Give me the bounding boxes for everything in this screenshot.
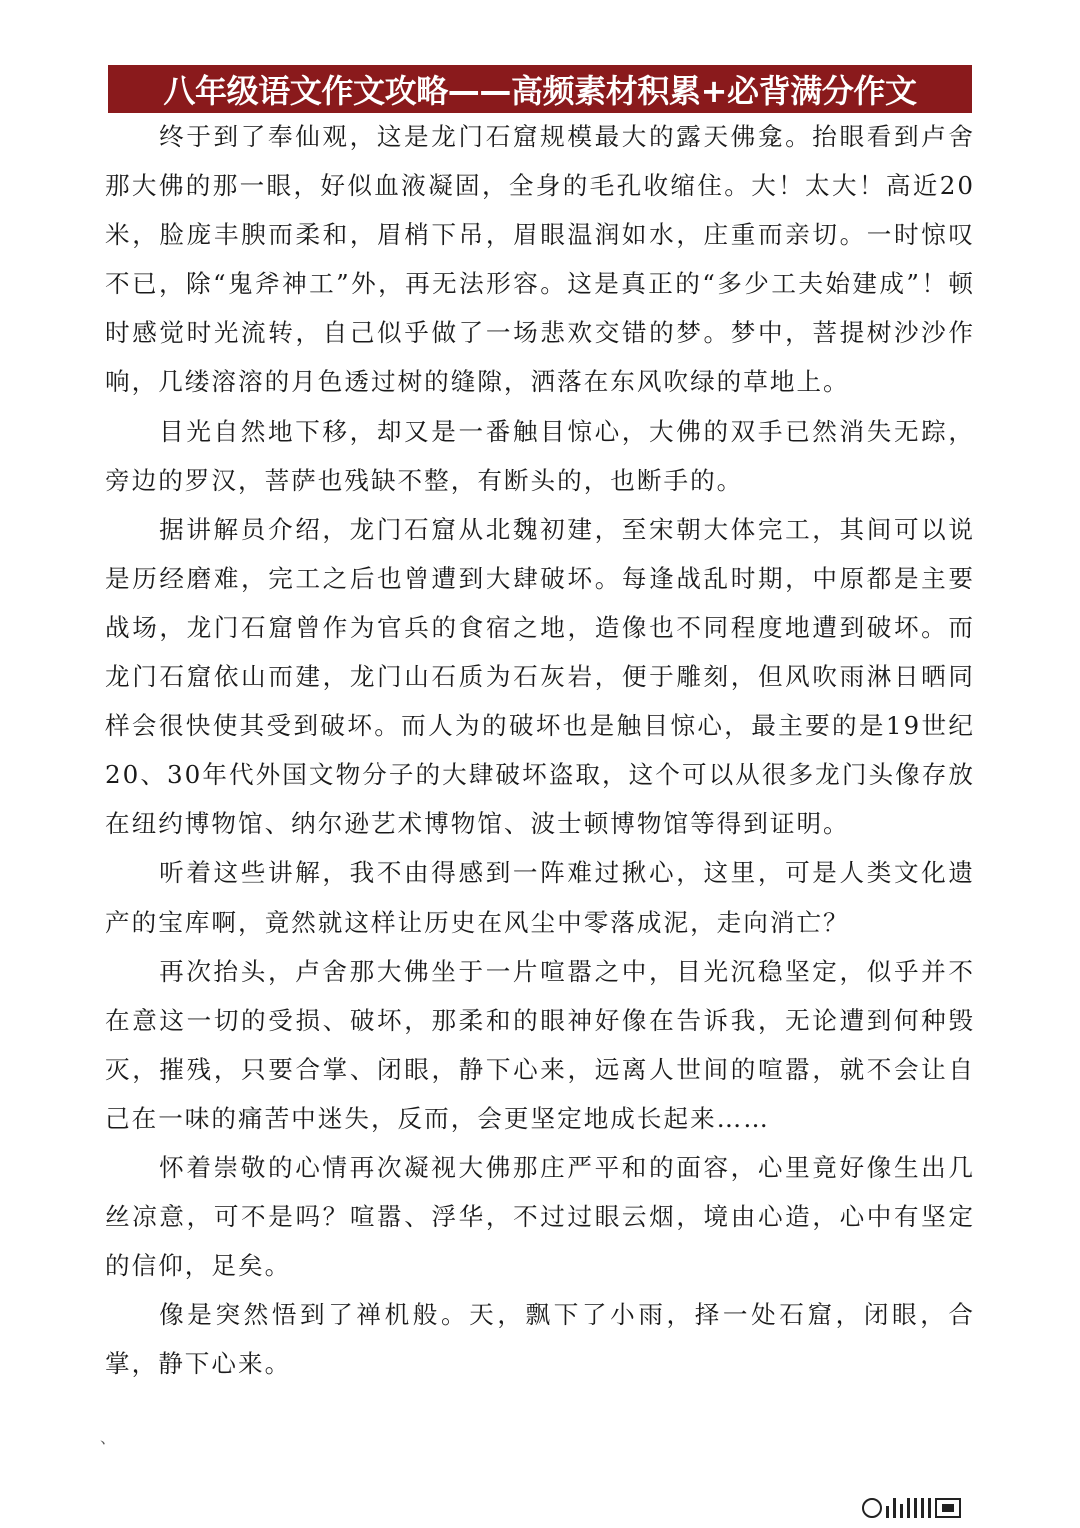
bar-icon (886, 1506, 889, 1518)
bar-icon (907, 1498, 910, 1518)
circle-icon (862, 1498, 882, 1518)
paragraph-5: 再次抬头，卢舍那大佛坐于一片喧嚣之中，目光沉稳坚定，似乎并不在意这一切的受损、破坏，那柔和的眼神好像在告诉我，无论遭到何种毁灭，摧残，只要合掌、闭眼，静下心来，远离人世间的喧嚣，就不会让自己在一味的痛苦中迷失，反而，会更坚定地成长起来…… (105, 956, 975, 1133)
paragraph-3: 据讲解员介绍，龙门石窟从北魏初建，至宋朝大体完工，其间可以说是历经磨难，完工之后也曾遭到大肆破坏。每逢战乱时期，中原都是主要战场，龙门石窟曾作为官兵的食宿之地，造像也不同程度地遭到破坏。而龙门石窟依山而建，龙门山石质为石灰岩，便于雕刻，但风吹雨淋日晒同样会很快使其受到破坏。而人为的破坏也是触目惊心，最主要的是19世纪20、30年代外国文物分子的大肆破坏盗取，这个可以从很多龙门头像存放在纽约博物馆、纳尔逊艺术博物馆、波士顿博物馆等得到证明。 (105, 514, 975, 839)
stray-mark: 、 (100, 1428, 117, 1447)
bar-icon (921, 1498, 924, 1518)
page-title: 八年级语文作文攻略——高频素材积累+必背满分作文 (163, 72, 917, 110)
essay-body (105, 112, 975, 1388)
paragraph-4: 听着这些讲解，我不由得感到一阵难过揪心，这里，可是人类文化遗产的宝库啊，竟然就这样让历史在风尘中零落成泥，走向消亡？ (105, 858, 975, 937)
paragraph-7: 像是突然悟到了禅机般。天，飘下了小雨，择一处石窟，闭眼，合掌，静下心来。 (105, 1300, 975, 1379)
bar-icon (893, 1498, 896, 1518)
bar-icon (914, 1498, 917, 1518)
paragraph-2: 目光自然地下移，却又是一番触目惊心，大佛的双手已然消失无踪，旁边的罗汉，菩萨也残缺不整，有断头的，也断手的。 (105, 416, 975, 495)
watermark-toolbar (862, 1498, 961, 1518)
box-icon (935, 1498, 961, 1518)
paragraph-1: 终于到了奉仙观，这是龙门石窟规模最大的露天佛龛。抬眼看到卢舍那大佛的那一眼，好似血液凝固，全身的毛孔收缩住。大！太大！高近20米，脸庞丰腴而柔和，眉梢下吊，眉眼温润如水，庄重而亲切。一时惊叹不已，除“鬼斧神工”外，再无法形容。这是真正的“多少工夫始建成”！顿时感觉时光流转，自己似乎做了一场悲欢交错的梦。梦中，菩提树沙沙作响，几缕溶溶的月色透过树的缝隙，洒落在东风吹绿的草地上。 (105, 122, 975, 397)
bar-icon (928, 1498, 931, 1518)
bar-icon (900, 1504, 903, 1518)
paragraph-6: 怀着崇敬的心情再次凝视大佛那庄严平和的面容，心里竟好像生出几丝凉意，可不是吗？喧嚣、浮华，不过过眼云烟，境由心造，心中有坚定的信仰，足矣。 (105, 1152, 975, 1281)
title-banner (108, 65, 972, 113)
